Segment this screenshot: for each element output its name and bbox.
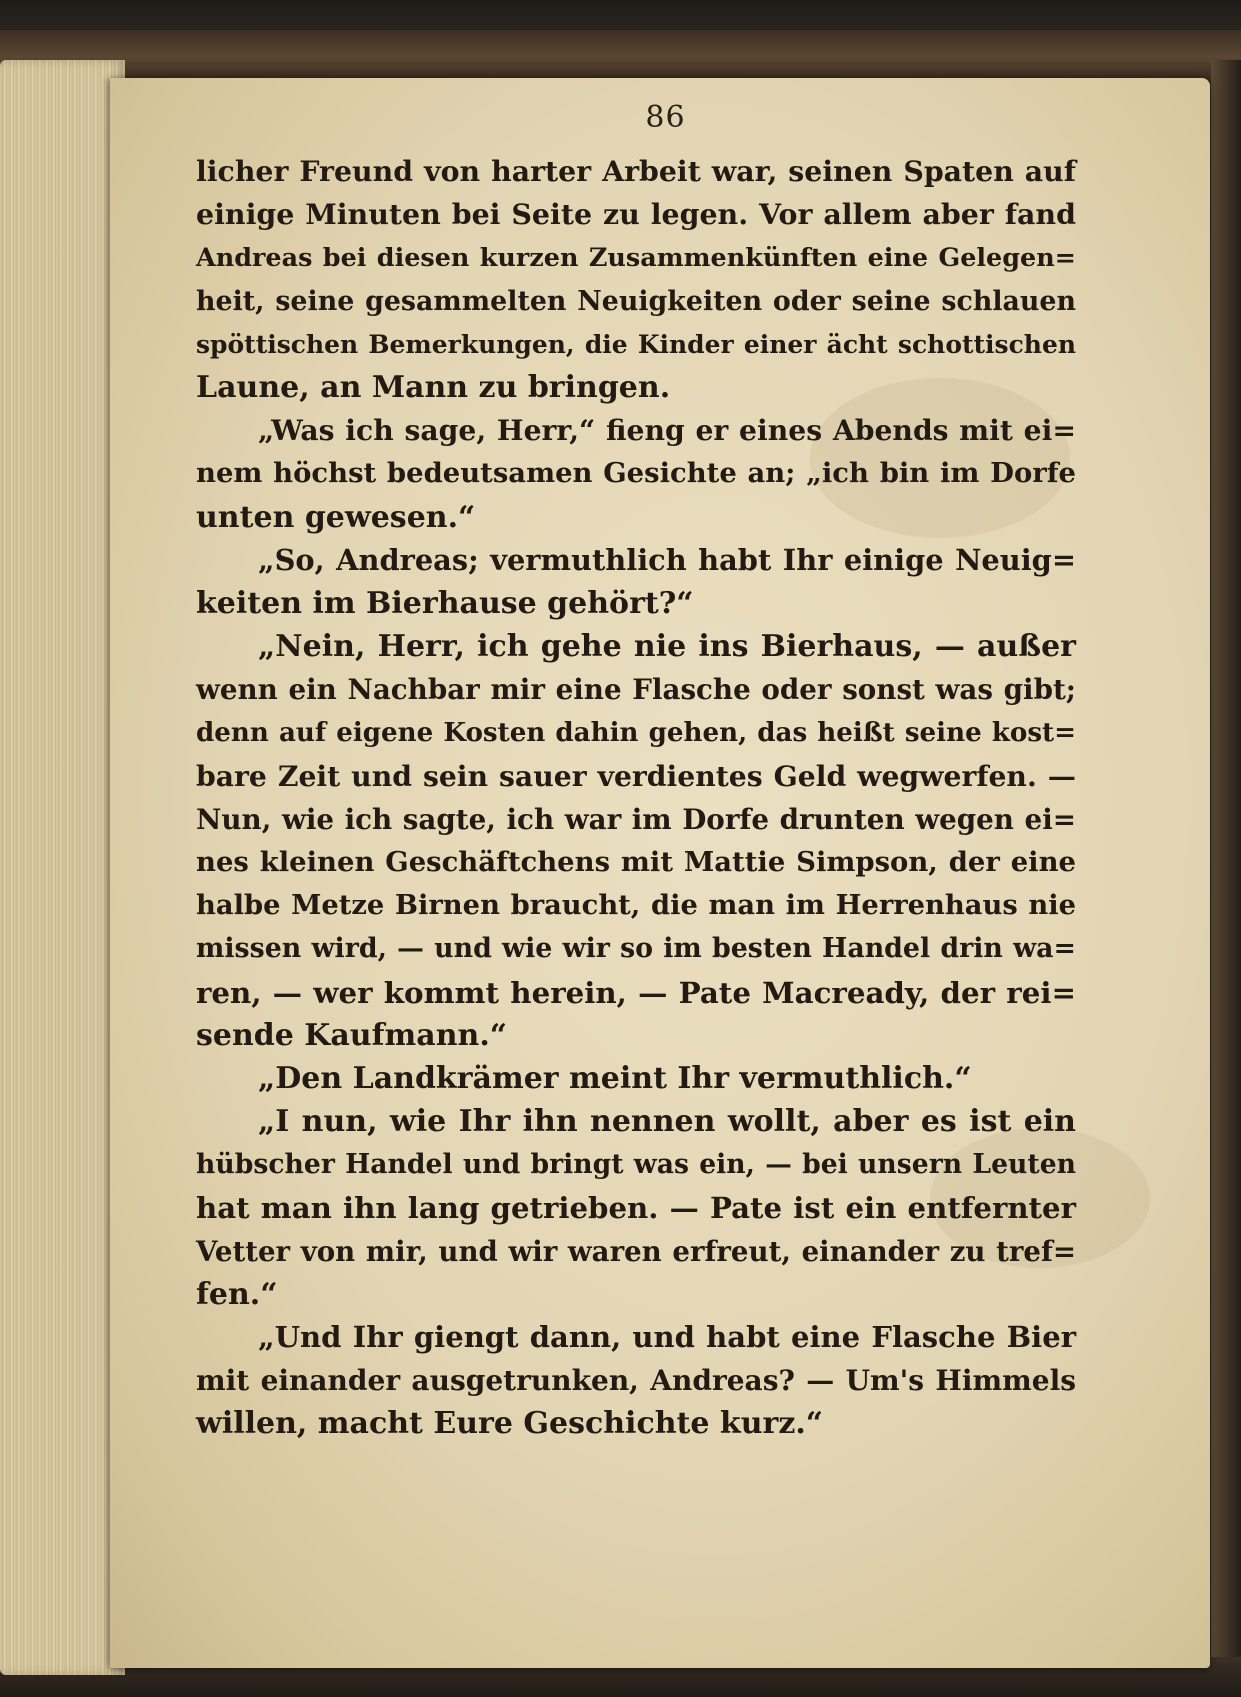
text-line: licher Freund von harter Arbeit war, seinen Spaten auf [196, 154, 1076, 188]
text-line: Laune, an Mann zu bringen. [196, 369, 671, 405]
text-line: „Was ich sage, Herr,“ fieng er eines Abends mit ei= [258, 414, 1076, 448]
text-line: Nun, wie ich sagte, ich war im Dorfe drunten wegen ei= [196, 802, 1076, 836]
text-line: „I nun, wie Ihr ihn nennen wollt, aber es ist ein [258, 1104, 1076, 1140]
text-line: Andreas bei diesen kurzen Zusammenkünften eine Gelegen= [196, 242, 1076, 273]
text-line: mit einander ausgetrunken, Andreas? — Um's Himmels [196, 1364, 1076, 1398]
text-line: „Und Ihr giengt dann, und habt eine Flasche Bier [258, 1320, 1076, 1355]
page-number: 86 [645, 100, 686, 135]
text-line: „So, Andreas; vermuthlich habt Ihr einige Neuig= [258, 542, 1076, 577]
text-line: nem höchst bedeutsamen Gesichte an; „ich bin im Dorfe [196, 457, 1076, 490]
text-line: fen.“ [196, 1276, 278, 1312]
text-line: einige Minuten bei Seite zu legen. Vor allem aber fand [196, 197, 1076, 232]
body-text [196, 150, 1076, 1446]
text-line: unten gewesen.“ [196, 499, 476, 535]
text-line: sende Kaufmann.“ [196, 1017, 508, 1053]
text-line: hat man ihn lang getrieben. — Pate ist ein entfernter [196, 1190, 1076, 1225]
text-line: „Nein, Herr, ich gehe nie ins Bierhaus, — außer [258, 629, 1076, 665]
text-line: willen, macht Eure Geschichte kurz.“ [196, 1406, 824, 1442]
text-line: denn auf eigene Kosten dahin gehen, das heißt seine kost= [196, 717, 1076, 749]
page-stack-edges [0, 60, 125, 1675]
binding-right-edge [1211, 60, 1241, 1697]
book-cover-edge [0, 30, 1241, 85]
text-line: missen wird, — und wie wir so im besten Handel drin wa= [196, 933, 1076, 965]
text-line: wenn ein Nachbar mir eine Flasche oder sonst was gibt; [196, 673, 1076, 707]
text-line: heit, seine gesammelten Neuigkeiten oder seine schlauen [196, 285, 1076, 317]
text-line: spöttischen Bemerkungen, die Kinder einer ächt schottischen [196, 329, 1076, 359]
text-line: nes kleinen Geschäftchens mit Mattie Simpson, der eine [196, 846, 1076, 878]
text-line: Vetter von mir, und wir waren erfreut, einander zu tref= [196, 1234, 1076, 1268]
text-line: ren, — wer kommt herein, — Pate Macready, der rei= [196, 974, 1076, 1010]
text-line: bare Zeit und sein sauer verdientes Geld wegwerfen. — [196, 758, 1076, 793]
text-line: hübscher Handel und bringt was ein, — bei unsern Leuten [196, 1149, 1076, 1181]
text-line: keiten im Bierhause gehört?“ [196, 585, 694, 621]
text-line: halbe Metze Birnen braucht, die man im Herrenhaus nie [196, 889, 1076, 922]
text-line: „Den Landkrämer meint Ihr vermuthlich.“ [258, 1060, 972, 1096]
